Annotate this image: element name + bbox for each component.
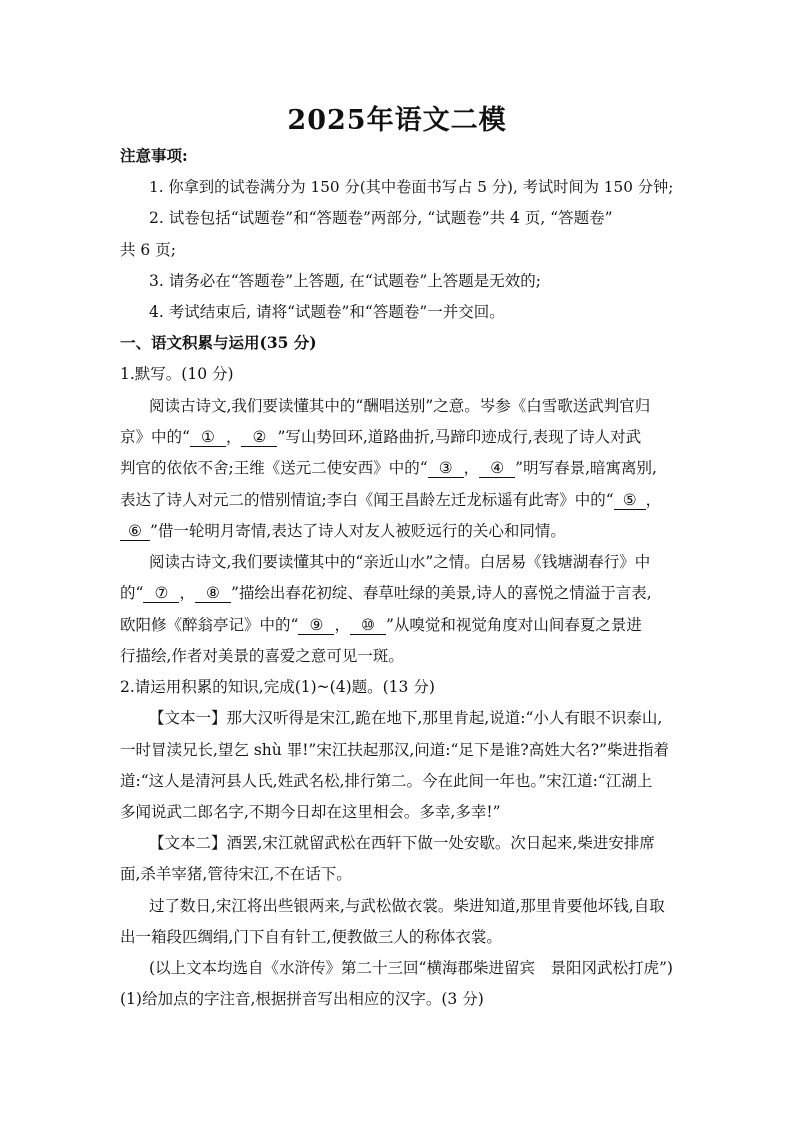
text-run: ”从嗅觉和视觉角度对山间春夏之景进 bbox=[385, 616, 642, 634]
text-run: 京》中的“ bbox=[120, 428, 190, 446]
notice-item-1: 1. 你拿到的试卷满分为 150 分(其中卷面书写占 5 分), 考试时间为 150 分钟; bbox=[149, 178, 674, 196]
text2-line2: 面,杀羊宰猪,管待宋江,不在话下。 bbox=[120, 865, 352, 883]
separator: ， bbox=[179, 584, 195, 602]
q1-para1-line3 bbox=[120, 458, 680, 478]
q1-para1-line4 bbox=[120, 490, 680, 510]
blank-8: ⑧ bbox=[195, 585, 231, 603]
text2-line1: 【文本二】酒罢,宋江就留武松在西轩下做一处安歇。次日起来,柴进安排席 bbox=[149, 834, 655, 852]
blank-10: ⑩ bbox=[350, 617, 386, 635]
separator: ， bbox=[334, 616, 350, 634]
blank-9: ⑨ bbox=[298, 617, 334, 635]
text1-line1: 【文本一】那大汉听得是宋江,跪在地下,那里肯起,说道:“小人有眼不识泰山, bbox=[149, 709, 663, 727]
separator: ， bbox=[463, 459, 480, 477]
text1-line2: 一时冒渎兄长,望乞 shù 罪!”宋江扶起那汉,问道:“足下是谁?高姓大名?”柴进指着 bbox=[120, 741, 669, 759]
blank-7: ⑦ bbox=[143, 585, 179, 603]
sub-question-1: (1)给加点的字注音,根据拼音写出相应的汉字。(3 分) bbox=[120, 990, 484, 1008]
separator: ， bbox=[645, 491, 662, 509]
separator: ， bbox=[225, 428, 242, 446]
notice-item-3: 3. 请务必在“答题卷”上答题, 在“试题卷”上答题是无效的; bbox=[149, 272, 541, 290]
exam-title: 2025年语文二模 bbox=[287, 105, 507, 136]
q1-para2-line2 bbox=[120, 583, 680, 603]
text-run: ”写山势回环,道路曲折,马蹄印迹成行,表现了诗人对武 bbox=[277, 428, 642, 446]
text1-line3: 道:“这人是清河县人氏,姓武名松,排行第二。今在此间一年也。”宋江道:“江湖上 bbox=[120, 772, 653, 790]
blank-2: ② bbox=[241, 429, 277, 447]
blank-5: ⑤ bbox=[614, 492, 646, 510]
q1-para2-line3 bbox=[120, 615, 680, 635]
q1-para1-line2 bbox=[120, 427, 680, 447]
blank-6: ⑥ bbox=[120, 523, 150, 541]
source-note: (以上文本均选自《水浒传》第二十三回“横海郡柴进留宾 景阳冈武松打虎”) bbox=[149, 959, 673, 977]
notice-item-2-cont: 共 6 页; bbox=[120, 241, 176, 259]
blank-1: ① bbox=[190, 429, 226, 447]
blank-4: ④ bbox=[479, 460, 515, 478]
blank-3: ③ bbox=[428, 460, 464, 478]
text-run: ”描绘出春花初绽、春草吐绿的美景,诗人的喜悦之情溢于言表, bbox=[230, 584, 652, 602]
q1-para1-line5 bbox=[120, 521, 680, 541]
q1-para2-line4: 行描绘,作者对美景的喜爱之意可见一斑。 bbox=[120, 647, 404, 665]
text-run: 的“ bbox=[120, 584, 144, 602]
text-run: 欧阳修《醉翁亭记》中的“ bbox=[120, 616, 299, 634]
text3-line1: 过了数日,宋江将出些银两来,与武松做衣裳。柴进知道,那里肯要他坏钱,自取 bbox=[149, 897, 665, 915]
notice-item-4: 4. 考试结束后, 请将“试题卷”和“答题卷”一并交回。 bbox=[149, 303, 505, 321]
text-run: ”明写春景,暗寓离别, bbox=[515, 459, 657, 477]
question-2-heading: 2.请运用积累的知识,完成(1)~(4)题。(13 分) bbox=[120, 678, 435, 696]
text-run: 表达了诗人对元二的惜别情谊;李白《闻王昌龄左迁龙标遥有此寄》中的“ bbox=[120, 491, 614, 509]
q1-para2-line1: 阅读古诗文,我们要读懂其中的“亲近山水”之情。白居易《钱塘湖春行》中 bbox=[149, 553, 651, 571]
notice-item-2: 2. 试卷包括“试题卷”和“答题卷”两部分, “试题卷”共 4 页, “答题卷” bbox=[149, 209, 613, 227]
text3-line2: 出一箱段匹绸绢,门下自有针工,便教做三人的称体衣裳。 bbox=[120, 928, 502, 946]
text1-line4: 多闻说武二郎名字,不期今日却在这里相会。多幸,多幸!” bbox=[120, 803, 501, 821]
text-run: ”借一轮明月寄情,表达了诗人对友人被贬远行的关心和同情。 bbox=[150, 522, 566, 540]
text-run: 判官的依依不舍;王维《送元二使安西》中的“ bbox=[120, 459, 428, 477]
section-heading: 一、语文积累与运用(35 分) bbox=[120, 333, 317, 352]
q1-para1-line1: 阅读古诗文,我们要读懂其中的“酬唱送别”之意。岑参《白雪歌送武判官归 bbox=[149, 397, 651, 415]
notice-heading: 注意事项: bbox=[120, 146, 188, 165]
question-1-heading: 1.默写。(10 分) bbox=[120, 365, 234, 383]
